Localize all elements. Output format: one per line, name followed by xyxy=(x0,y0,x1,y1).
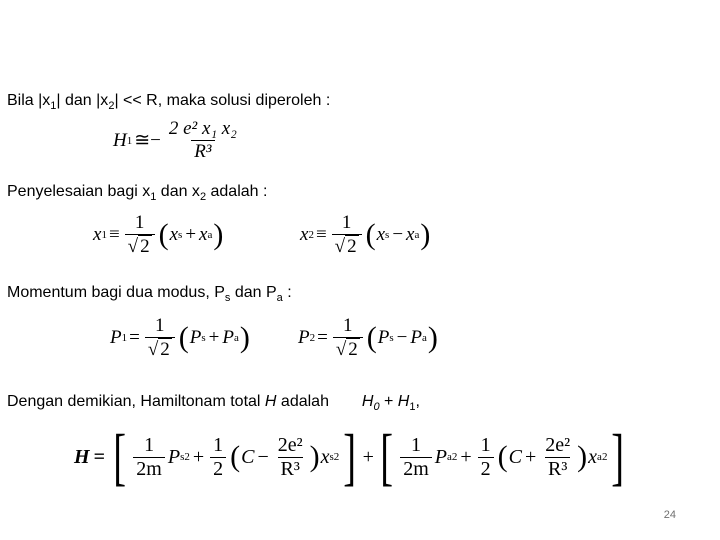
equation-hamiltonian: H = [ $\frac{1}{2m}$ P s 2 + $\frac{1}{2}$ ( C − $\frac{\text{2e²}}{\text{R³}}$ ) x s 2 ] + [ $\frac{1}{2m}$ P a 2 + $\frac{1}{2}$ ( C + $\frac{\text{2e²}}{\text{R³}}$ ) x a 2 ] xyxy=(74,421,625,492)
momentum-line: Momentum bagi dua modus, $P_s$ dan $P_a$ : xyxy=(7,284,292,305)
equation-x1: x 1 ≡ 1 √ 2 ( x s + x a ) xyxy=(93,212,224,257)
hamiltonian-line: Dengan demikian, Hamiltonam total H adalah $H_0 + H_1$, xyxy=(7,393,420,414)
equation-x2: x 2 ≡ 1 √ 2 ( x s − x a ) xyxy=(300,212,431,257)
intro-line: Bila $|x_1|$ dan $|x_2| << R$, maka solusi diperoleh : xyxy=(7,92,331,113)
page-number: 24 xyxy=(663,509,676,521)
equation-h1: H 1 ≅− $\frac{\text{2 e² x₁ x₂}}{\text{R³}}$ xyxy=(113,118,237,162)
equation-p1: P 1 = 1 √ 2 ( P s + P a ) xyxy=(110,315,250,360)
solution-line: Penyelesaian bagi $x_1$ dan $x_2$ adalah : xyxy=(7,183,268,204)
equation-p2: P 2 = 1 √ 2 ( P s − P a ) xyxy=(298,315,438,360)
